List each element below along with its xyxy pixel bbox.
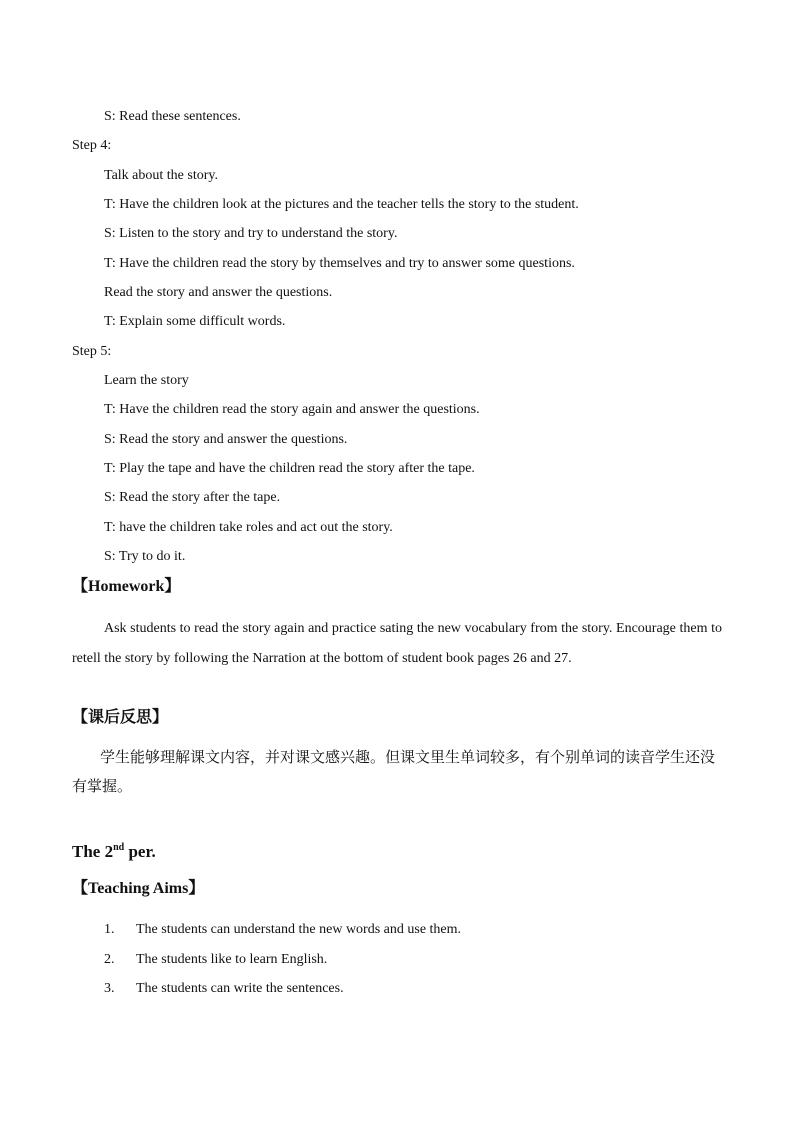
aim-text: The students can write the sentences.	[136, 981, 344, 996]
step5-line-6: T: have the children take roles and act out the story.	[104, 520, 393, 535]
aim-item-1	[104, 921, 461, 939]
aim-text: The students can understand the new words and use them.	[136, 922, 462, 937]
step3-line-1: S: Read these sentences.	[104, 109, 241, 124]
aim-text: The students like to learn English.	[136, 952, 328, 967]
reflection-text: 学生能够理解课文内容，并对课文感兴趣。但课文里生单词较多，有个别单词的读音学生还没有掌握。	[72, 748, 716, 795]
step5-label: Step 5:	[72, 344, 112, 359]
reflection-paragraph	[72, 743, 724, 801]
step5-line-1: Learn the story	[104, 373, 189, 388]
step4-label: Step 4:	[72, 138, 112, 153]
homework-heading: 【Homework】	[72, 578, 181, 595]
step4-line-1: Talk about the story.	[104, 168, 218, 183]
step4-line-6: T: Explain some difficult words.	[104, 314, 286, 329]
step5-line-2: T: Have the children read the story again and answer the questions.	[104, 402, 480, 417]
aim-item-3	[104, 980, 344, 998]
reflection-heading: 【课后反思】	[72, 709, 169, 726]
step4-line-3: S: Listen to the story and try to understand the story.	[104, 226, 398, 241]
homework-text: Ask students to read the story again and practice sating the new vocabulary from the story. Encourage them to retell the story by following the Narration at the bottom of student book pages 26 and 27.	[72, 621, 722, 666]
aim-number: 3.	[104, 981, 115, 996]
teaching-aims-heading: 【Teaching Aims】	[72, 880, 205, 897]
step5-line-7: S: Try to do it.	[104, 549, 186, 564]
aim-item-2	[104, 951, 327, 969]
step4-line-4: T: Have the children read the story by themselves and try to answer some questions.	[104, 256, 575, 271]
step4-line-5: Read the story and answer the questions.	[104, 285, 333, 300]
aim-number: 2.	[104, 952, 115, 967]
period-title-prefix: The 2	[72, 842, 114, 861]
step5-line-3: S: Read the story and answer the questions.	[104, 432, 348, 447]
homework-paragraph	[72, 614, 722, 673]
step5-line-5: S: Read the story after the tape.	[104, 490, 281, 505]
aim-number: 1.	[104, 922, 115, 937]
step5-line-4: T: Play the tape and have the children read the story after the tape.	[104, 461, 475, 476]
period-title-sup: nd	[113, 842, 125, 853]
step4-line-2: T: Have the children look at the pictures and the teacher tells the story to the student.	[104, 197, 579, 212]
period-title	[72, 837, 156, 863]
period-title-suffix: per.	[124, 842, 156, 861]
